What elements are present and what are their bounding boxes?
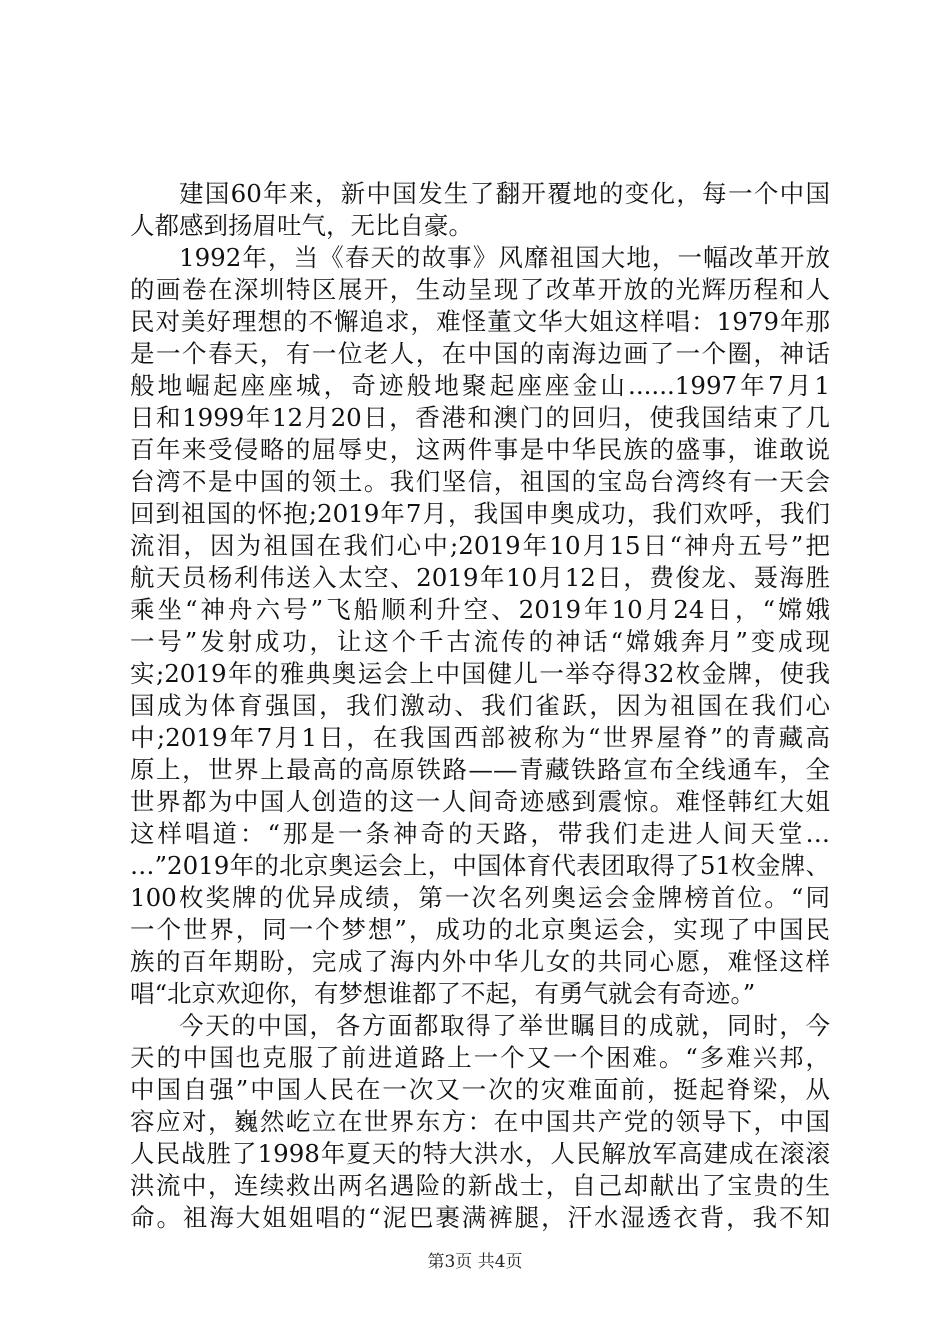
text-line: …”2019年的北京奥运会上，中国体育代表团取得了51枚金牌、 xyxy=(130,851,830,880)
text-line: 天的中国也克服了前进道路上一个又一个困难。“多难兴邦， xyxy=(130,1043,830,1072)
text-line: 一个世界，同一个梦想”，成功的北京奥运会，实现了中国民 xyxy=(130,915,830,944)
text-line: 人都感到扬眉吐气，无比自豪。 xyxy=(130,211,473,240)
body-text xyxy=(130,178,830,1234)
text-line: 唱“北京欢迎你，有梦想谁都了不起，有勇气就会有奇迹。” xyxy=(130,979,756,1008)
text-line: 的画卷在深圳特区展开，生动呈现了改革开放的光辉历程和人 xyxy=(130,275,830,304)
text-line: 建国60年来，新中国发生了翻开覆地的变化，每一个中国 xyxy=(179,179,830,208)
text-line: 1992年，当《春天的故事》风靡祖国大地，一幅改革开放 xyxy=(179,243,830,272)
text-line: 日和1999年12月20日，香港和澳门的回归，使我国结束了几 xyxy=(130,403,830,432)
text-line: 实;2019年的雅典奥运会上中国健儿一举夺得32枚金牌，使我 xyxy=(130,659,830,688)
text-line: 流泪，因为祖国在我们心中;2019年10月15日“神舟五号”把 xyxy=(130,531,830,560)
text-line: 今天的中国，各方面都取得了举世瞩目的成就，同时，今 xyxy=(179,1011,830,1040)
text-line: 般地崛起座座城，奇迹般地聚起座座金山......1997年7月1 xyxy=(130,371,830,400)
text-line: 中国自强”中国人民在一次又一次的灾难面前，挺起脊梁，从 xyxy=(130,1075,830,1104)
text-line: 中;2019年7月1日，在我国西部被称为“世界屋脊”的青藏高 xyxy=(130,723,830,752)
text-line: 洪流中，连续救出两名遇险的新战士，自己却献出了宝贵的生 xyxy=(130,1171,830,1200)
page-number-footer: 第3页 共4页 xyxy=(427,1252,523,1272)
text-line: 百年来受侵略的屈辱史，这两件事是中华民族的盛事，谁敢说 xyxy=(130,435,830,464)
text-line: 世界都为中国人创造的这一人间奇迹感到震惊。难怪韩红大姐 xyxy=(130,787,830,816)
text-line: 航天员杨利伟送入太空、2019年10月12日，费俊龙、聂海胜 xyxy=(130,563,830,592)
text-line: 命。祖海大姐姐唱的“泥巴裹满裤腿，汗水湿透衣背，我不知 xyxy=(130,1203,830,1232)
text-line: 容应对，巍然屹立在世界东方：在中国共产党的领导下，中国 xyxy=(130,1107,830,1136)
text-line: 一号”发射成功，让这个千古流传的神话“嫦娥奔月”变成现 xyxy=(130,627,830,656)
text-line: 人民战胜了1998年夏天的特大洪水，人民解放军高建成在滚滚 xyxy=(130,1139,830,1168)
text-line: 乘坐“神舟六号”飞船顺利升空、2019年10月24日，“嫦娥 xyxy=(130,595,830,624)
text-line: 民对美好理想的不懈追求，难怪董文华大姐这样唱：1979年那 xyxy=(130,307,830,336)
text-line: 族的百年期盼，完成了海内外中华儿女的共同心愿，难怪这样 xyxy=(130,947,830,976)
text-line: 这样唱道：“那是一条神奇的天路，带我们走进人间天堂… xyxy=(130,819,830,848)
text-line: 回到祖国的怀抱;2019年7月，我国申奥成功，我们欢呼，我们 xyxy=(130,499,830,528)
text-line: 台湾不是中国的领土。我们坚信，祖国的宝岛台湾终有一天会 xyxy=(130,467,830,496)
text-line: 原上，世界上最高的高原铁路——青藏铁路宣布全线通车，全 xyxy=(130,755,830,784)
text-line: 100枚奖牌的优异成绩，第一次名列奥运会金牌榜首位。“同 xyxy=(130,883,830,912)
text-line: 国成为体育强国，我们激动、我们雀跃，因为祖国在我们心 xyxy=(130,691,830,720)
text-line: 是一个春天，有一位老人，在中国的南海边画了一个圈，神话 xyxy=(130,339,830,368)
